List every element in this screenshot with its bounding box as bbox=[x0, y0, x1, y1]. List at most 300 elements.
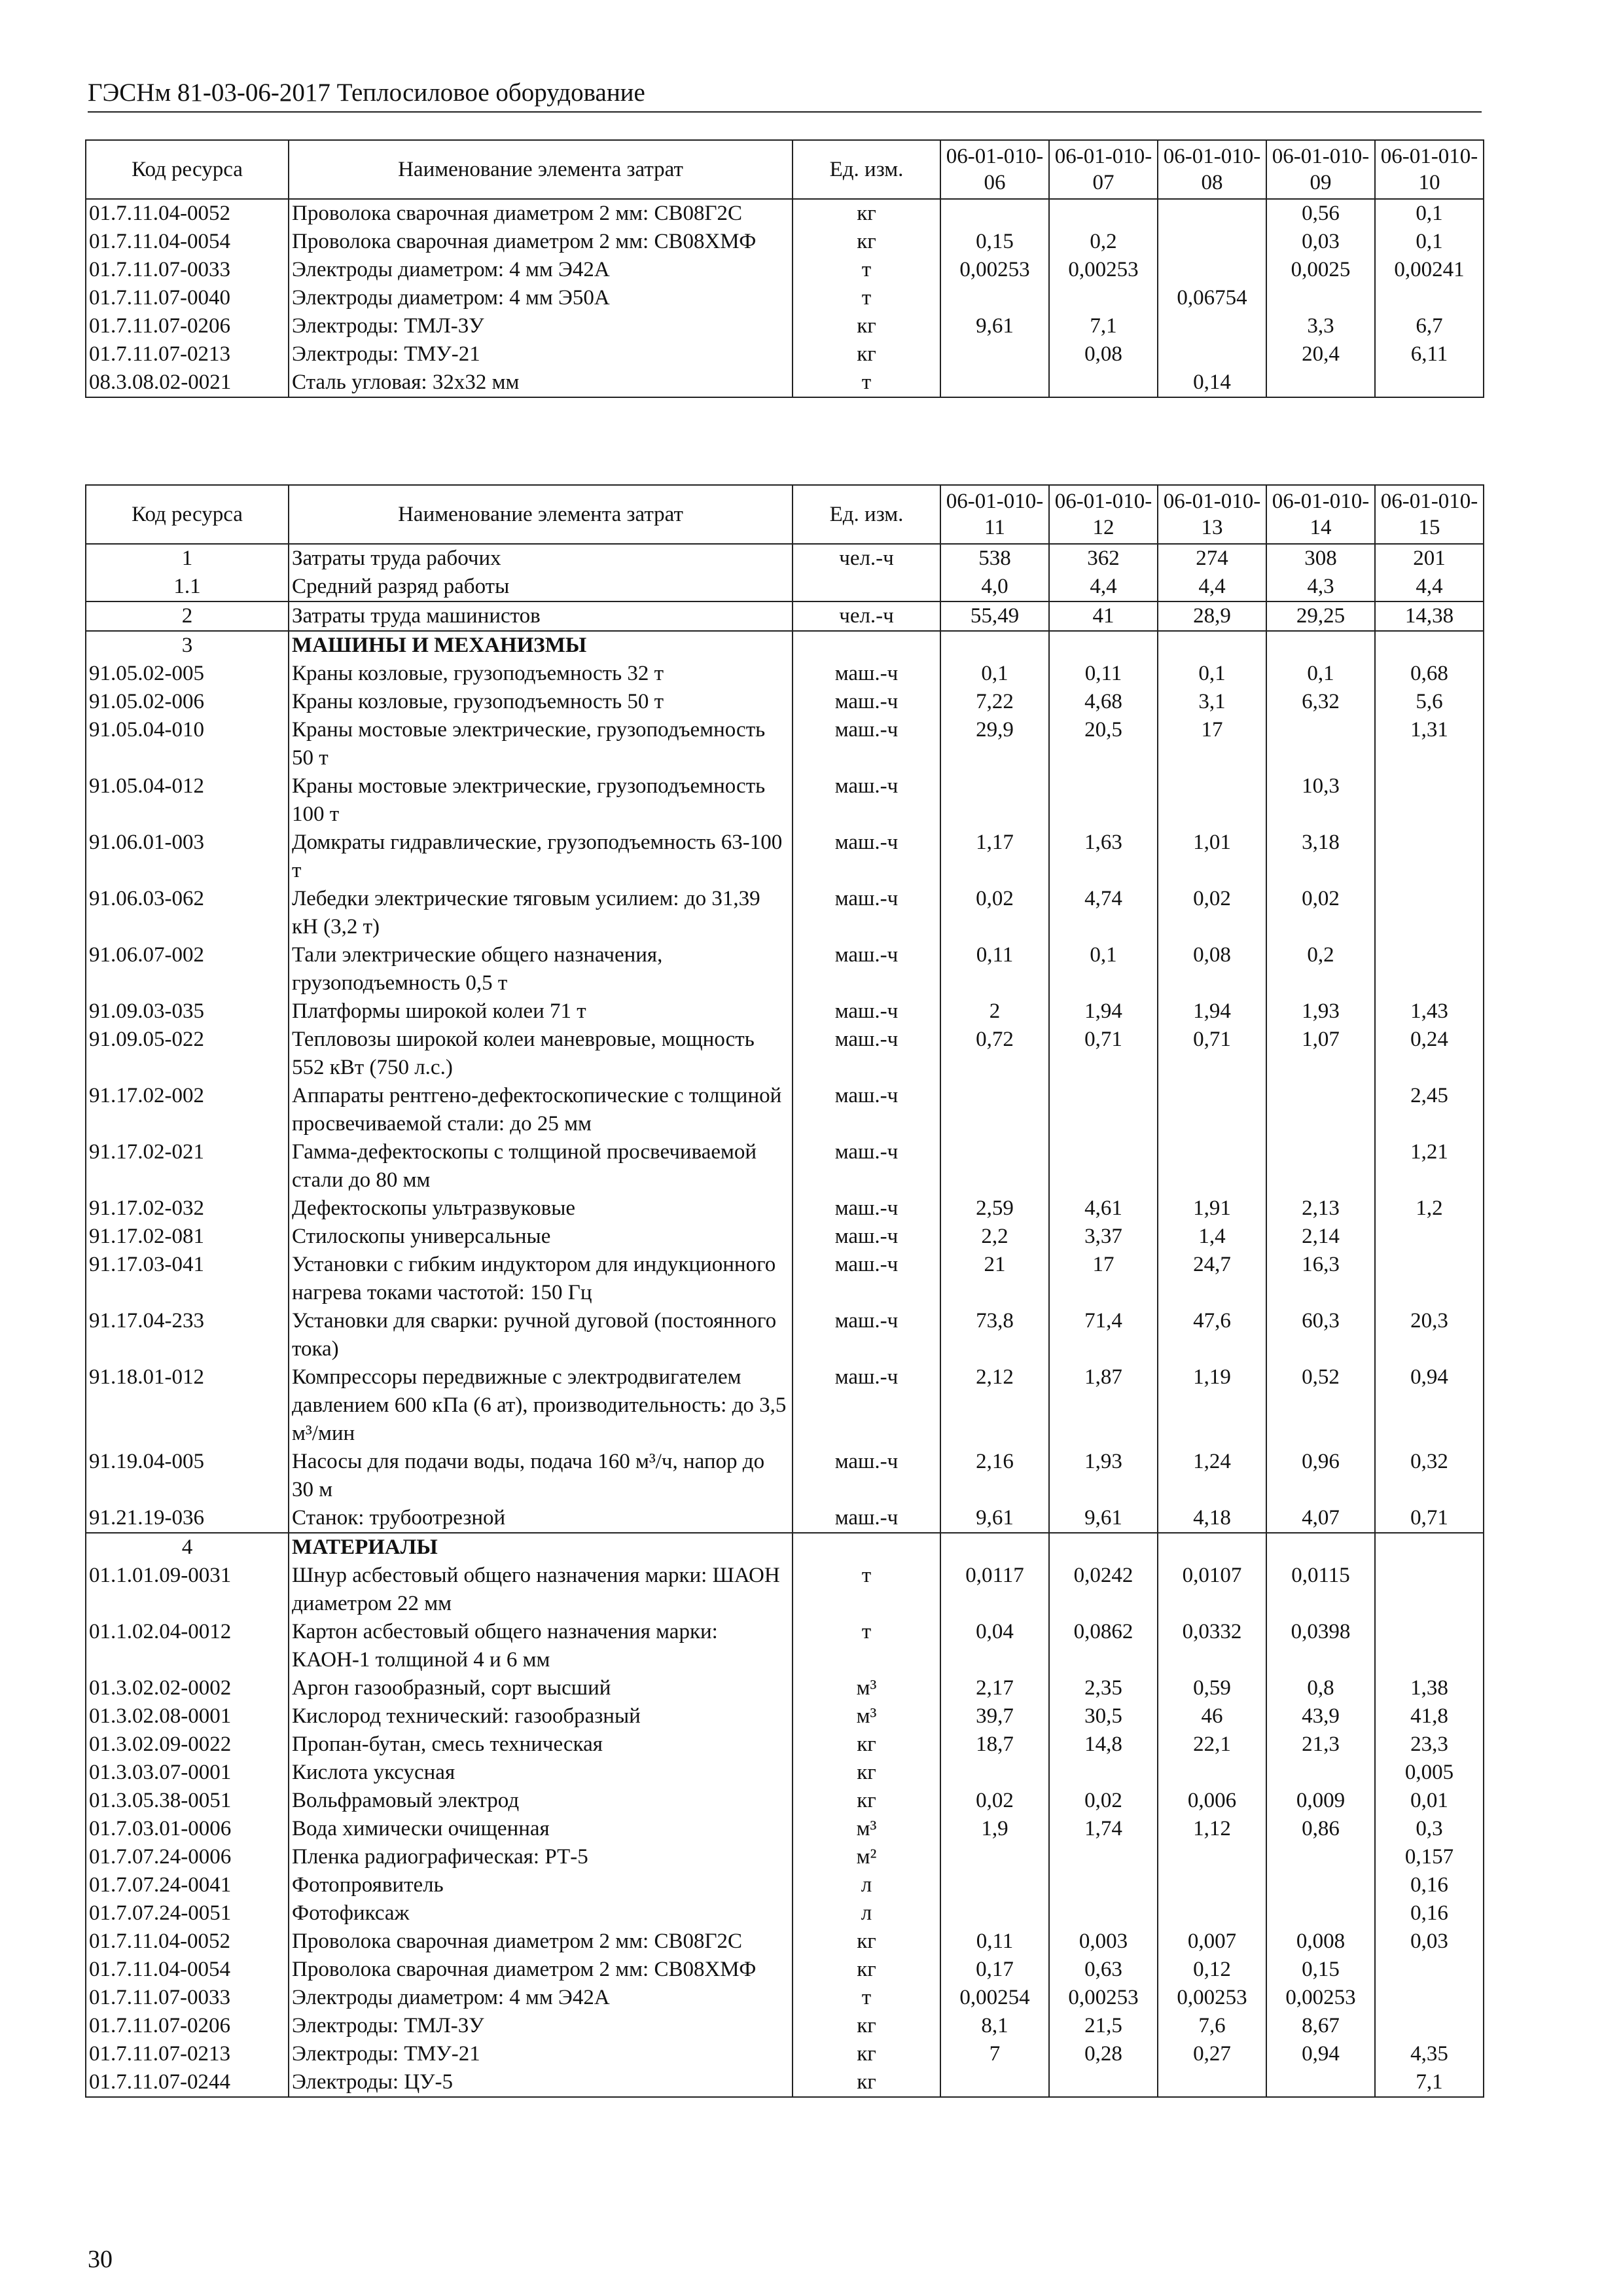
value-cell bbox=[1158, 340, 1266, 368]
unit-cell: маш.-ч bbox=[793, 997, 940, 1026]
table-row bbox=[86, 2012, 1484, 2040]
resource-name: Стилоскопы универсальные bbox=[289, 1223, 793, 1251]
value-cell: 0,96 bbox=[1266, 1448, 1375, 1504]
value-cell bbox=[1375, 1618, 1484, 1674]
column-header: 06-01-010-07 bbox=[1049, 140, 1158, 199]
unit-cell: т bbox=[793, 1618, 940, 1674]
value-cell: 0,08 bbox=[1049, 340, 1158, 368]
value-cell: 0,94 bbox=[1266, 2040, 1375, 2068]
table-row bbox=[86, 1618, 1484, 1674]
value-cell: 0,0107 bbox=[1158, 1562, 1266, 1618]
column-header: Код ресурса bbox=[86, 140, 289, 199]
value-cell bbox=[1158, 1533, 1266, 1562]
value-cell: 1,12 bbox=[1158, 1815, 1266, 1843]
column-header: Наименование элемента затрат bbox=[289, 140, 793, 199]
value-cell: 0,1 bbox=[940, 660, 1049, 688]
table-row bbox=[86, 1363, 1484, 1448]
value-cell: 0,11 bbox=[940, 1928, 1049, 1956]
resource-code: 01.7.07.24-0006 bbox=[86, 1843, 289, 1871]
value-cell bbox=[1158, 631, 1266, 660]
unit-cell: т bbox=[793, 1562, 940, 1618]
value-cell: 0,00253 bbox=[940, 256, 1049, 284]
value-cell: 21,5 bbox=[1049, 2012, 1158, 2040]
value-cell: 2 bbox=[940, 997, 1049, 1026]
value-cell bbox=[1049, 1759, 1158, 1787]
value-cell: 1,07 bbox=[1266, 1026, 1375, 1082]
value-cell: 1,94 bbox=[1049, 997, 1158, 1026]
resource-name: Станок: трубоотрезной bbox=[289, 1504, 793, 1533]
value-cell: 0,03 bbox=[1375, 1928, 1484, 1956]
value-cell: 20,3 bbox=[1375, 1307, 1484, 1363]
value-cell: 39,7 bbox=[940, 1702, 1049, 1731]
value-cell: 1,87 bbox=[1049, 1363, 1158, 1448]
table-row bbox=[86, 1702, 1484, 1731]
resource-code: 91.06.01-003 bbox=[86, 829, 289, 885]
value-cell: 0,006 bbox=[1158, 1787, 1266, 1815]
value-cell: 0,1 bbox=[1375, 228, 1484, 256]
value-cell bbox=[1375, 631, 1484, 660]
value-cell: 0,72 bbox=[940, 1026, 1049, 1082]
value-cell: 4,07 bbox=[1266, 1504, 1375, 1533]
value-cell: 0,56 bbox=[1266, 199, 1375, 228]
table-row bbox=[86, 199, 1484, 228]
value-cell: 1,74 bbox=[1049, 1815, 1158, 1843]
resource-name: Электроды: ТМУ-21 bbox=[289, 2040, 793, 2068]
value-cell: 1,24 bbox=[1158, 1448, 1266, 1504]
unit-cell: маш.-ч bbox=[793, 660, 940, 688]
table-row bbox=[86, 997, 1484, 1026]
value-cell: 0,2 bbox=[1266, 941, 1375, 997]
resource-name: Фотофиксаж bbox=[289, 1899, 793, 1928]
value-cell bbox=[1266, 284, 1375, 312]
value-cell: 0,04 bbox=[940, 1618, 1049, 1674]
section-row bbox=[86, 544, 1484, 573]
value-cell bbox=[1158, 1871, 1266, 1899]
value-cell: 2,35 bbox=[1049, 1674, 1158, 1702]
resource-code: 01.7.11.07-0206 bbox=[86, 312, 289, 340]
value-cell: 0,12 bbox=[1158, 1956, 1266, 1984]
resource-code: 01.7.11.04-0054 bbox=[86, 1956, 289, 1984]
resource-name: Пленка радиографическая: РТ-5 bbox=[289, 1843, 793, 1871]
value-cell: 1,19 bbox=[1158, 1363, 1266, 1448]
value-cell: 0,005 bbox=[1375, 1759, 1484, 1787]
unit-cell: т bbox=[793, 284, 940, 312]
value-cell: 2,45 bbox=[1375, 1082, 1484, 1138]
table-row bbox=[86, 312, 1484, 340]
value-cell: 4,61 bbox=[1049, 1194, 1158, 1223]
resource-table-2 bbox=[85, 484, 1484, 2098]
value-cell bbox=[940, 1899, 1049, 1928]
value-cell: 362 bbox=[1049, 544, 1158, 573]
resource-code: 08.3.08.02-0021 bbox=[86, 368, 289, 397]
value-cell: 7 bbox=[940, 2040, 1049, 2068]
resource-code: 91.17.04-233 bbox=[86, 1307, 289, 1363]
value-cell: 0,14 bbox=[1158, 368, 1266, 397]
section-row bbox=[86, 1533, 1484, 1562]
value-cell: 73,8 bbox=[940, 1307, 1049, 1363]
unit-cell bbox=[793, 1533, 940, 1562]
value-cell: 0,00241 bbox=[1375, 256, 1484, 284]
table-row bbox=[86, 1026, 1484, 1082]
value-cell: 0,86 bbox=[1266, 1815, 1375, 1843]
table-row bbox=[86, 660, 1484, 688]
value-cell bbox=[1049, 1843, 1158, 1871]
table-row bbox=[86, 829, 1484, 885]
table-row bbox=[86, 340, 1484, 368]
value-cell bbox=[1266, 368, 1375, 397]
value-cell: 0,59 bbox=[1158, 1674, 1266, 1702]
value-cell: 0,1 bbox=[1158, 660, 1266, 688]
resource-name: Электроды диаметром: 4 мм Э42А bbox=[289, 1984, 793, 2012]
resource-code: 01.3.02.02-0002 bbox=[86, 1674, 289, 1702]
value-cell: 1,9 bbox=[940, 1815, 1049, 1843]
resource-name: Электроды: ТМУ-21 bbox=[289, 340, 793, 368]
value-cell: 0,11 bbox=[940, 941, 1049, 997]
table-row bbox=[86, 2040, 1484, 2068]
value-cell bbox=[1158, 1843, 1266, 1871]
value-cell bbox=[1375, 2012, 1484, 2040]
table-row bbox=[86, 1928, 1484, 1956]
value-cell: 0,0115 bbox=[1266, 1562, 1375, 1618]
value-cell: 0,11 bbox=[1049, 660, 1158, 688]
resource-name: Шнур асбестовый общего назначения марки: ШАОН диаметром 22 мм bbox=[289, 1562, 793, 1618]
value-cell bbox=[1266, 1759, 1375, 1787]
resource-code: 01.7.03.01-0006 bbox=[86, 1815, 289, 1843]
unit-cell: м² bbox=[793, 1843, 940, 1871]
value-cell: 0,1 bbox=[1266, 660, 1375, 688]
value-cell bbox=[1049, 284, 1158, 312]
value-cell: 0,71 bbox=[1375, 1504, 1484, 1533]
value-cell bbox=[1049, 1138, 1158, 1194]
value-cell: 46 bbox=[1158, 1702, 1266, 1731]
column-header: 06-01-010-12 bbox=[1049, 485, 1158, 544]
value-cell: 1,38 bbox=[1375, 1674, 1484, 1702]
value-cell bbox=[1375, 829, 1484, 885]
value-cell bbox=[940, 1759, 1049, 1787]
resource-code: 91.09.05-022 bbox=[86, 1026, 289, 1082]
resource-name: Электроды диаметром: 4 мм Э50А bbox=[289, 284, 793, 312]
value-cell: 6,32 bbox=[1266, 688, 1375, 716]
value-cell: 4,0 bbox=[940, 573, 1049, 601]
table-row bbox=[86, 1562, 1484, 1618]
value-cell: 0,32 bbox=[1375, 1448, 1484, 1504]
value-cell: 0,24 bbox=[1375, 1026, 1484, 1082]
value-cell: 60,3 bbox=[1266, 1307, 1375, 1363]
value-cell: 21 bbox=[940, 1251, 1049, 1307]
resource-code: 91.05.02-006 bbox=[86, 688, 289, 716]
table-row bbox=[86, 1674, 1484, 1702]
value-cell bbox=[1049, 1871, 1158, 1899]
unit-cell: м³ bbox=[793, 1702, 940, 1731]
document-title: ГЭСНм 81-03-06-2017 Теплосиловое оборудование bbox=[88, 79, 645, 107]
value-cell: 1,91 bbox=[1158, 1194, 1266, 1223]
resource-name: Картон асбестовый общего назначения марки: КАОН-1 толщиной 4 и 6 мм bbox=[289, 1618, 793, 1674]
value-cell: 2,16 bbox=[940, 1448, 1049, 1504]
value-cell: 1,01 bbox=[1158, 829, 1266, 885]
resource-code: 91.05.04-010 bbox=[86, 716, 289, 772]
resource-code: 01.7.11.04-0052 bbox=[86, 199, 289, 228]
resource-code: 01.7.11.04-0052 bbox=[86, 1928, 289, 1956]
resource-code: 91.17.02-021 bbox=[86, 1138, 289, 1194]
value-cell bbox=[1266, 1899, 1375, 1928]
column-header: 06-01-010-14 bbox=[1266, 485, 1375, 544]
value-cell: 4,74 bbox=[1049, 885, 1158, 941]
unit-cell: м³ bbox=[793, 1674, 940, 1702]
table-row bbox=[86, 716, 1484, 772]
unit-cell: маш.-ч bbox=[793, 1082, 940, 1138]
table-row bbox=[86, 1871, 1484, 1899]
value-cell bbox=[940, 1871, 1049, 1899]
value-cell bbox=[1375, 368, 1484, 397]
unit-cell: маш.-ч bbox=[793, 829, 940, 885]
value-cell bbox=[940, 772, 1049, 829]
table-row bbox=[86, 1787, 1484, 1815]
value-cell: 3,37 bbox=[1049, 1223, 1158, 1251]
resource-code: 01.1.01.09-0031 bbox=[86, 1562, 289, 1618]
value-cell bbox=[940, 631, 1049, 660]
resource-name: Вода химически очищенная bbox=[289, 1815, 793, 1843]
unit-cell: маш.-ч bbox=[793, 1026, 940, 1082]
unit-cell: т bbox=[793, 368, 940, 397]
value-cell: 1,93 bbox=[1266, 997, 1375, 1026]
value-cell bbox=[940, 1082, 1049, 1138]
value-cell: 43,9 bbox=[1266, 1702, 1375, 1731]
value-cell: 0,15 bbox=[940, 228, 1049, 256]
unit-cell: маш.-ч bbox=[793, 1194, 940, 1223]
resource-name: Тепловозы широкой колеи маневровые, мощность 552 кВт (750 л.с.) bbox=[289, 1026, 793, 1082]
table-row bbox=[86, 1731, 1484, 1759]
resource-code: 91.17.02-081 bbox=[86, 1223, 289, 1251]
table-1-header bbox=[86, 140, 1484, 199]
unit-cell: чел.-ч bbox=[793, 601, 940, 631]
value-cell: 0,63 bbox=[1049, 1956, 1158, 1984]
value-cell: 41,8 bbox=[1375, 1702, 1484, 1731]
table-row bbox=[86, 1138, 1484, 1194]
value-cell: 55,49 bbox=[940, 601, 1049, 631]
resource-code: 01.7.07.24-0041 bbox=[86, 1871, 289, 1899]
unit-cell: маш.-ч bbox=[793, 1307, 940, 1363]
column-header: 06-01-010-10 bbox=[1375, 140, 1484, 199]
value-cell: 0,0862 bbox=[1049, 1618, 1158, 1674]
resource-name: Тали электрические общего назначения, грузоподъемность 0,5 т bbox=[289, 941, 793, 997]
resource-name: Установки для сварки: ручной дуговой (постоянного тока) bbox=[289, 1307, 793, 1363]
value-cell: 0,00253 bbox=[1049, 256, 1158, 284]
value-cell bbox=[940, 1843, 1049, 1871]
value-cell: 23,3 bbox=[1375, 1731, 1484, 1759]
resource-name: Затраты труда рабочих bbox=[289, 544, 793, 573]
resource-code: 91.06.03-062 bbox=[86, 885, 289, 941]
value-cell bbox=[1049, 368, 1158, 397]
value-cell: 21,3 bbox=[1266, 1731, 1375, 1759]
table-row bbox=[86, 941, 1484, 997]
value-cell: 8,67 bbox=[1266, 2012, 1375, 2040]
unit-cell bbox=[793, 573, 940, 601]
value-cell: 17 bbox=[1049, 1251, 1158, 1307]
resource-code: 01.7.11.07-0244 bbox=[86, 2068, 289, 2097]
value-cell: 0,01 bbox=[1375, 1787, 1484, 1815]
value-cell: 4,4 bbox=[1375, 573, 1484, 601]
value-cell: 0,007 bbox=[1158, 1928, 1266, 1956]
value-cell: 0,1 bbox=[1375, 199, 1484, 228]
value-cell bbox=[1049, 1082, 1158, 1138]
unit-cell: л bbox=[793, 1871, 940, 1899]
resource-code: 91.09.03-035 bbox=[86, 997, 289, 1026]
value-cell: 71,4 bbox=[1049, 1307, 1158, 1363]
unit-cell bbox=[793, 631, 940, 660]
value-cell bbox=[940, 199, 1049, 228]
resource-name: Краны козловые, грузоподъемность 32 т bbox=[289, 660, 793, 688]
unit-cell: кг bbox=[793, 228, 940, 256]
value-cell bbox=[1158, 1138, 1266, 1194]
resource-name: Аппараты рентгено-дефектоскопические с толщиной просвечиваемой стали: до 25 мм bbox=[289, 1082, 793, 1138]
value-cell bbox=[1158, 2068, 1266, 2097]
column-header: 06-01-010-13 bbox=[1158, 485, 1266, 544]
resource-code: 1.1 bbox=[86, 573, 289, 601]
value-cell: 1,17 bbox=[940, 829, 1049, 885]
resource-name: Дефектоскопы ультразвуковые bbox=[289, 1194, 793, 1223]
resource-code: 01.3.02.08-0001 bbox=[86, 1702, 289, 1731]
value-cell: 6,11 bbox=[1375, 340, 1484, 368]
value-cell: 0,68 bbox=[1375, 660, 1484, 688]
value-cell: 0,03 bbox=[1266, 228, 1375, 256]
column-header: Ед. изм. bbox=[793, 485, 940, 544]
value-cell: 2,14 bbox=[1266, 1223, 1375, 1251]
resource-name: Аргон газообразный, сорт высший bbox=[289, 1674, 793, 1702]
value-cell: 0,71 bbox=[1049, 1026, 1158, 1082]
value-cell: 2,13 bbox=[1266, 1194, 1375, 1223]
value-cell bbox=[1049, 772, 1158, 829]
section-row bbox=[86, 573, 1484, 601]
value-cell: 6,7 bbox=[1375, 312, 1484, 340]
value-cell: 7,6 bbox=[1158, 2012, 1266, 2040]
value-cell: 29,25 bbox=[1266, 601, 1375, 631]
resource-code: 01.7.11.07-0033 bbox=[86, 256, 289, 284]
value-cell: 0,17 bbox=[940, 1956, 1049, 1984]
unit-cell: маш.-ч bbox=[793, 1138, 940, 1194]
value-cell bbox=[1375, 1984, 1484, 2012]
unit-cell: маш.-ч bbox=[793, 1504, 940, 1533]
value-cell: 2,2 bbox=[940, 1223, 1049, 1251]
table-row bbox=[86, 284, 1484, 312]
value-cell: 7,22 bbox=[940, 688, 1049, 716]
unit-cell: маш.-ч bbox=[793, 1448, 940, 1504]
value-cell bbox=[1375, 772, 1484, 829]
value-cell: 41 bbox=[1049, 601, 1158, 631]
page-header bbox=[88, 77, 1482, 113]
resource-name: Электроды: ТМЛ-3У bbox=[289, 312, 793, 340]
unit-cell: кг bbox=[793, 2012, 940, 2040]
value-cell: 0,003 bbox=[1049, 1928, 1158, 1956]
unit-cell: кг bbox=[793, 199, 940, 228]
resource-code: 01.3.05.38-0051 bbox=[86, 1787, 289, 1815]
value-cell bbox=[1049, 2068, 1158, 2097]
table-row bbox=[86, 1759, 1484, 1787]
unit-cell: маш.-ч bbox=[793, 1251, 940, 1307]
resource-code: 01.1.02.04-0012 bbox=[86, 1618, 289, 1674]
value-cell bbox=[1158, 772, 1266, 829]
value-cell bbox=[1266, 1871, 1375, 1899]
resource-name: Установки с гибким индуктором для индукционного нагрева токами частотой: 150 Гц bbox=[289, 1251, 793, 1307]
value-cell: 14,38 bbox=[1375, 601, 1484, 631]
resource-name: Гамма-дефектоскопы с толщиной просвечиваемой стали до 80 мм bbox=[289, 1138, 793, 1194]
resource-code: 01.7.11.07-0213 bbox=[86, 2040, 289, 2068]
value-cell: 1,63 bbox=[1049, 829, 1158, 885]
value-cell bbox=[1158, 256, 1266, 284]
value-cell: 24,7 bbox=[1158, 1251, 1266, 1307]
value-cell bbox=[940, 2068, 1049, 2097]
value-cell bbox=[1266, 1138, 1375, 1194]
value-cell: 0,27 bbox=[1158, 2040, 1266, 2068]
resource-code: 91.17.02-002 bbox=[86, 1082, 289, 1138]
table-row bbox=[86, 688, 1484, 716]
table-row bbox=[86, 1843, 1484, 1871]
value-cell bbox=[1375, 1251, 1484, 1307]
value-cell: 9,61 bbox=[1049, 1504, 1158, 1533]
unit-cell: л bbox=[793, 1899, 940, 1928]
value-cell: 2,12 bbox=[940, 1363, 1049, 1448]
value-cell: 0,0332 bbox=[1158, 1618, 1266, 1674]
resource-name: Затраты труда машинистов bbox=[289, 601, 793, 631]
value-cell: 47,6 bbox=[1158, 1307, 1266, 1363]
table-row bbox=[86, 1899, 1484, 1928]
unit-cell: маш.-ч bbox=[793, 716, 940, 772]
value-cell bbox=[1375, 1533, 1484, 1562]
value-cell: 0,16 bbox=[1375, 1899, 1484, 1928]
value-cell: 4,4 bbox=[1158, 573, 1266, 601]
resource-name: Компрессоры передвижные с электродвигателем давлением 600 кПа (6 ат), производительность: до 3,5 м³/мин bbox=[289, 1363, 793, 1448]
value-cell bbox=[1158, 199, 1266, 228]
resource-name: Проволока сварочная диаметром 2 мм: СВ08ХМФ bbox=[289, 228, 793, 256]
value-cell bbox=[1158, 312, 1266, 340]
resource-code: 3 bbox=[86, 631, 289, 660]
value-cell bbox=[1049, 1533, 1158, 1562]
unit-cell: маш.-ч bbox=[793, 941, 940, 997]
resource-code: 91.05.04-012 bbox=[86, 772, 289, 829]
value-cell: 8,1 bbox=[940, 2012, 1049, 2040]
value-cell: 0,52 bbox=[1266, 1363, 1375, 1448]
value-cell bbox=[1266, 2068, 1375, 2097]
value-cell: 0,009 bbox=[1266, 1787, 1375, 1815]
resource-name: МАШИНЫ И МЕХАНИЗМЫ bbox=[289, 631, 793, 660]
value-cell: 4,18 bbox=[1158, 1504, 1266, 1533]
column-header: Код ресурса bbox=[86, 485, 289, 544]
value-cell: 0,28 bbox=[1049, 2040, 1158, 2068]
value-cell: 0,71 bbox=[1158, 1026, 1266, 1082]
resource-code: 1 bbox=[86, 544, 289, 573]
value-cell bbox=[1158, 228, 1266, 256]
resource-name: Пропан-бутан, смесь техническая bbox=[289, 1731, 793, 1759]
resource-name: Средний разряд работы bbox=[289, 573, 793, 601]
value-cell bbox=[940, 1533, 1049, 1562]
column-header: 06-01-010-09 bbox=[1266, 140, 1375, 199]
value-cell: 1,31 bbox=[1375, 716, 1484, 772]
resource-code: 2 bbox=[86, 601, 289, 631]
unit-cell: маш.-ч bbox=[793, 885, 940, 941]
unit-cell: маш.-ч bbox=[793, 1363, 940, 1448]
value-cell: 16,3 bbox=[1266, 1251, 1375, 1307]
resource-name: Проволока сварочная диаметром 2 мм: СВ08Г2С bbox=[289, 1928, 793, 1956]
value-cell bbox=[940, 340, 1049, 368]
value-cell: 0,02 bbox=[1049, 1787, 1158, 1815]
value-cell: 0,94 bbox=[1375, 1363, 1484, 1448]
value-cell: 0,08 bbox=[1158, 941, 1266, 997]
value-cell bbox=[940, 368, 1049, 397]
column-header: Ед. изм. bbox=[793, 140, 940, 199]
unit-cell: чел.-ч bbox=[793, 544, 940, 573]
column-header: Наименование элемента затрат bbox=[289, 485, 793, 544]
value-cell: 18,7 bbox=[940, 1731, 1049, 1759]
unit-cell: кг bbox=[793, 1759, 940, 1787]
